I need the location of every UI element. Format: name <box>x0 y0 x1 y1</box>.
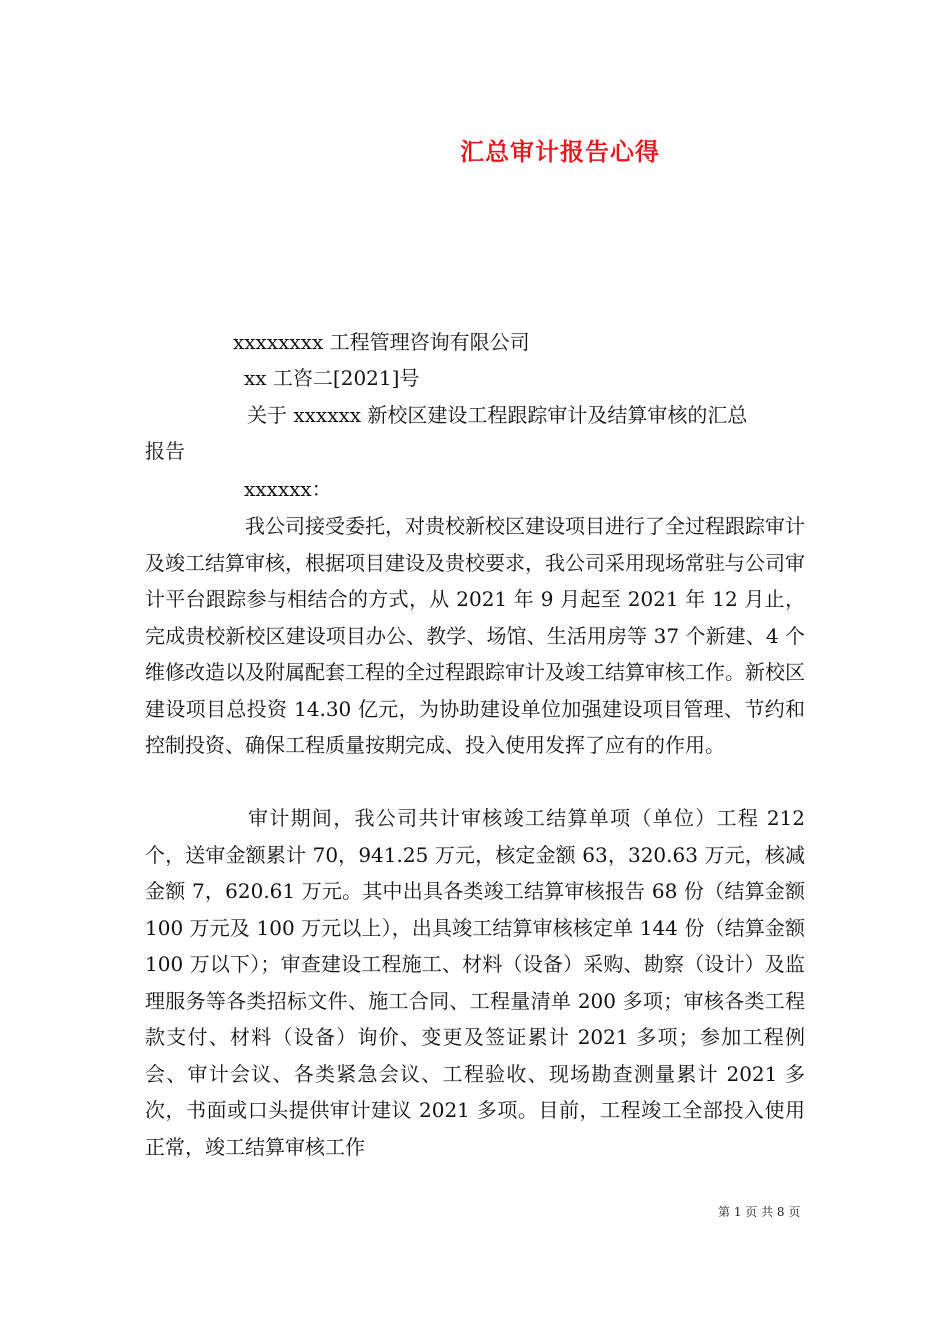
subject-line-2: 报告 <box>145 439 185 463</box>
subject-line-1: 关于 xxxxxx 新校区建设工程跟踪审计及结算审核的汇总 <box>247 403 748 427</box>
paragraph-audit-period: 审计期间，我公司共计审核竣工结算单项（单位）工程 212 个，送审金额累计 70，941.25 万元，核定金额 63，320.63 万元，核减金额 7，620.61 万元。其中出具各类竣工结算审核报告 68 份（结算金额 100 万元及 100 万元以上），出具竣工结算审核核定单 144 份（结算金额 100 万以下）；审查建设工程施工、材料（设备）采购、勘察（设计）及监理服务等各类招标文件、施工合同、工程量清单 200 多项；审核各类工程款支付、材料（设备）询价、变更及签证累计 2021 多项；参加工程例会、审计会议、各类紧急会议、工程验收、现场勘查测量累计 2021 多次，书面或口头提供审计建议 2021 多项。目前，工程竣工全部投入使用正常，竣工结算审核工作 <box>145 806 805 1159</box>
paragraph-intro: 我公司接受委托，对贵校新校区建设项目进行了全过程跟踪审计及竣工结算审核，根据项目建设及贵校要求，我公司采用现场常驻与公司审计平台跟踪参与相结合的方式，从 2021 年 9 月起至 2021 年 12 月止，完成贵校新校区建设项目办公、教学、场馆、生活用房等 37 个新建、4 个维修改造以及附属配套工程的全过程跟踪审计及竣工结算审核工作。新校区建设项目总投资 14.30 亿元，为协助建设单位加强建设项目管理、节约和控制投资、确保工程质量按期完成、投入使用发挥了应有的作用。 <box>145 514 805 757</box>
page-number-footer: 第 1 页 共 8 页 <box>718 1205 801 1219</box>
document-number: xx 工咨二[2021]号 <box>244 366 420 390</box>
company-name: xxxxxxxx 工程管理咨询有限公司 <box>233 330 530 354</box>
salutation: xxxxxx： <box>244 477 332 501</box>
document-title: 汇总审计报告心得 <box>460 137 660 166</box>
